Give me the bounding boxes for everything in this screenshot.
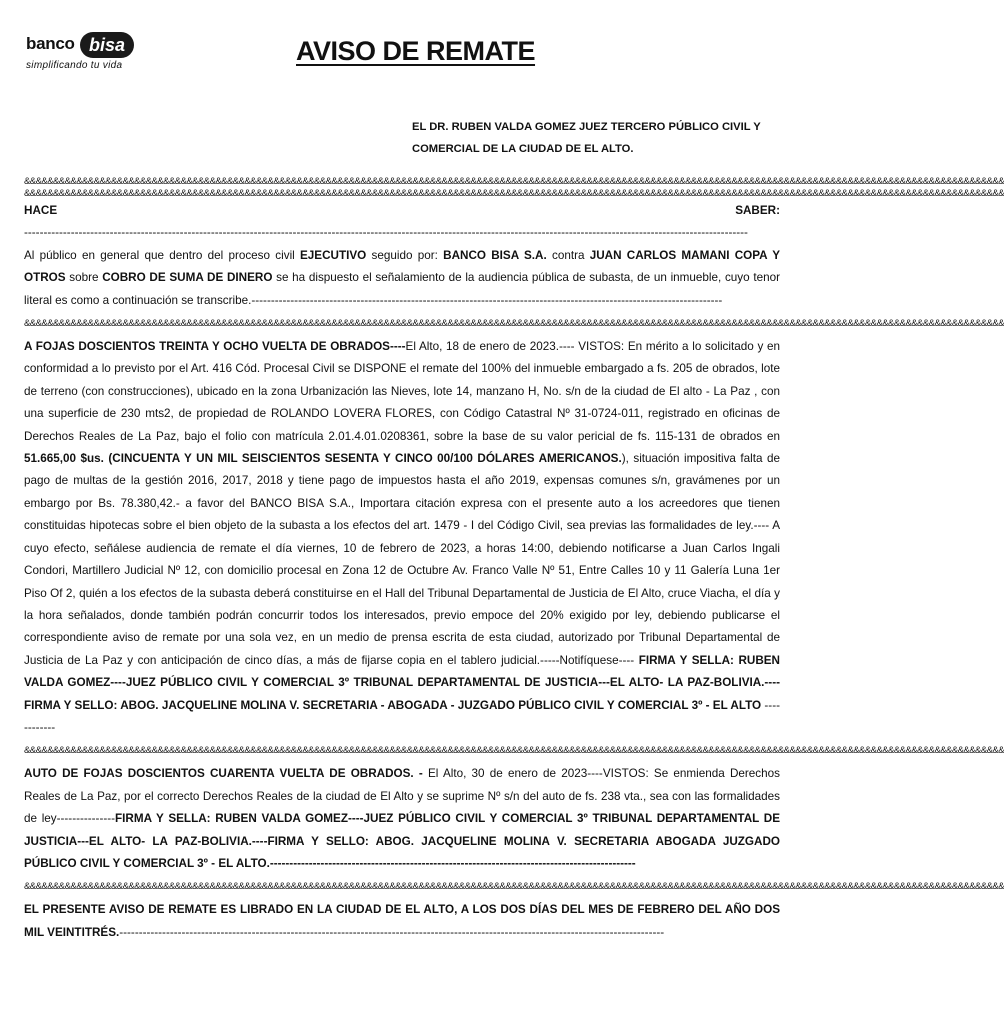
text-run: contra: [546, 248, 590, 262]
bold-run: JUAN CARLOS MAMANI COPA Y OTROS: [24, 248, 780, 285]
hace-saber-label: HACE SABER:: [24, 204, 780, 217]
logo-mark: bisa: [80, 32, 134, 58]
text-run: --------------------------------------------------------------------------------------------------------------------------------------------: [119, 925, 665, 939]
hace-saber-paragraph: [24, 200, 780, 245]
text-run: se ha dispuesto el señalamiento de la audiencia pública de subasta, de un inmueble, cuyo tenor literal es como a continuación se transcribe.-------------------------------------------------------------------------------------------------------------------------: [24, 271, 780, 307]
text-run: ------------: [24, 698, 780, 734]
text-run: sobre: [65, 271, 103, 285]
bold-run: A FOJAS DOSCIENTOS TREINTA Y OCHO VUELTA DE OBRADOS----: [24, 340, 406, 354]
separator-line: &&&&&&&&&&&&&&&&&&&&&&&&&&&&&&&&&&&&&&&&&&&&&&&&&&&&&&&&&&&&&&&&&&&&&&&&&&&&&&&&&&&&&&&&&&&&&&&&&&&&&&&&&&&&&&&&&&&&&&&&&&&&&&&&&&&&&&&&&&&&&&&&&&&&&&&&&&&&&&&&&&&&&&&&&: [24, 176, 1004, 187]
bold-run: 51.665,00 $us. (CINCUENTA Y UN MIL SEISCIENTOS SESENTA Y CINCO 00/100 DÓLARES AMERICANOS.: [24, 452, 622, 466]
text-run: ), situación impositiva falta de pago de multas de la gestión 2016, 2017, 2018 y tiene pago de impuestos hasta el año 2019, expensas comunes s/n, gravámenes por un embargo por Bs. 78.380,42.- a favor del BANCO BISA S.A., Importara citación expresa con el presente auto a los acreedores que tienen constituidas hipotecas sobre el bien objeto de la subasta a los efectos del art. 1479 - I del Código Civil, sea previas las formalidades de ley.---- A cuyo efecto, señálese audiencia de remate el día viernes, 10 de febrero de 2023, a horas 14:00, debiendo notificarse a Juan Carlos Ingali Condori, Martillero Judicial Nº 12, con domicilio procesal en Zona 12 de Octubre Av. Franco Valle Nº 51, Entre Calles 10 y 11 Galería Luna 1er Piso Of 2, quién a los efectos de la subasta deberá constituirse en el Hall del Tribunal Departamental de Justicia de El Alto, cruce Viacha, el día y la hora señalados, donde también podrán concurrir todos los interesados, previo empoce del 20% exigido por ley, debiendo publicarse el correspondiente aviso de remate por una sola vez, en un medio de prensa escrita de esta ciudad, autorizado por Tribunal Departamental de Justicia de La Paz y con anticipación de cinco días, a más de fijarse copia en el tablero judicial.-----Notifíquese----: [24, 452, 780, 667]
bold-run: EJECUTIVO: [300, 248, 367, 262]
court-heading: EL DR. RUBEN VALDA GOMEZ JUEZ TERCERO PÚBLICO CIVIL Y COMERCIAL DE LA CIUDAD DE EL ALTO.: [412, 121, 761, 155]
separator-line: &&&&&&&&&&&&&&&&&&&&&&&&&&&&&&&&&&&&&&&&&&&&&&&&&&&&&&&&&&&&&&&&&&&&&&&&&&&&&&&&&&&&&&&&&&&&&&&&&&&&&&&&&&&&&&&&&&&&&&&&&&&&&&&&&&&&&&&&&&&&&&&&&&&&&&&&&&&&&&&&&&&&&&&&&: [24, 881, 1004, 893]
text-run: El Alto, 30 de enero de 2023----VISTOS: Se enmienda Derechos Reales de La Paz, por el correcto Derechos Reales de la ciudad de El Alto y se suprime Nº s/n del auto de fs. 238 vta., sea con las formalidades de ley---------------: [24, 767, 780, 826]
bold-run: EL PRESENTE AVISO DE REMATE ES LIBRADO EN LA CIUDAD DE EL ALTO, A LOS DOS DÍAS DEL MES DE FEBRERO DEL AÑO DOS MIL VEINTITRÉS.: [24, 903, 780, 939]
bold-run: AUTO DE FOJAS DOSCIENTOS CUARENTA VUELTA DE OBRADOS. -: [24, 767, 423, 781]
intro-paragraph: [24, 245, 780, 312]
auto-240-paragraph: [24, 763, 780, 875]
bold-run: FIRMA Y SELLA: RUBEN VALDA GOMEZ----JUEZ PÚBLICO CIVIL Y COMERCIAL 3º TRIBUNAL DEPARTAMENTAL DE JUSTICIA---EL ALTO- LA PAZ-BOLIVIA.----FIRMA Y SELLO: ABOG. JACQUELINE MOLINA V. SECRETARIA ABOGADA JUZGADO PÚBLICO CIVIL Y COMERCIAL 3º - EL ALTO.----------------------------------------------------------------------------------------------: [24, 812, 780, 870]
banco-bisa-logo: [24, 30, 144, 80]
separator-line: &&&&&&&&&&&&&&&&&&&&&&&&&&&&&&&&&&&&&&&&&&&&&&&&&&&&&&&&&&&&&&&&&&&&&&&&&&&&&&&&&&&&&&&&&&&&&&&&&&&&&&&&&&&&&&&&&&&&&&&&&&&&&&&&&&&&&&&&&&&&&&&&&&&&&&&&&&&&&&&&&&&&&&&&&: [24, 188, 1004, 199]
logo-tagline: simplificando tu vida: [26, 60, 123, 71]
bold-run: BANCO BISA S.A.: [443, 248, 547, 262]
separator-line: &&&&&&&&&&&&&&&&&&&&&&&&&&&&&&&&&&&&&&&&&&&&&&&&&&&&&&&&&&&&&&&&&&&&&&&&&&&&&&&&&&&&&&&&&&&&&&&&&&&&&&&&&&&&&&&&&&&&&&&&&&&&&&&&&&&&&&&&&&&&&&&&&&&&&&&&&&&&&&&&&&&&&&&&&: [24, 745, 1004, 757]
dash-fill: ------------------------------------------------------------------------------------------------------------------------------------------------------------------------------------------: [24, 226, 748, 240]
text-run: seguido por:: [366, 248, 444, 262]
notice-body: [24, 176, 1004, 944]
separator-line: &&&&&&&&&&&&&&&&&&&&&&&&&&&&&&&&&&&&&&&&&&&&&&&&&&&&&&&&&&&&&&&&&&&&&&&&&&&&&&&&&&&&&&&&&&&&&&&&&&&&&&&&&&&&&&&&&&&&&&&&&&&&&&&&&&&&&&&&&&&&&&&&&&&&&&&&&&&&&&&&&&&&&&&&&: [24, 318, 1004, 330]
page-title: AVISO DE REMATE: [296, 36, 536, 66]
bold-run: FIRMA Y SELLA: RUBEN VALDA GOMEZ----JUEZ PÚBLICO CIVIL Y COMERCIAL 3º TRIBUNAL DEPARTAMENTAL DE JUSTICIA---EL ALTO- LA PAZ-BOLIVIA.----FIRMA Y SELLO: ABOG. JACQUELINE MOLINA V. SECRETARIA - ABOGADA - JUZGADO PÚBLICO CIVIL Y COMERCIAL 3º - EL ALTO: [24, 653, 781, 712]
bold-run: COBRO DE SUMA DE DINERO: [102, 271, 273, 285]
closing-paragraph: [24, 899, 780, 944]
text-run: Al público en general que dentro del proceso civil: [24, 248, 301, 262]
text-run: El Alto, 18 de enero de 2023.---- VISTOS: En mérito a lo solicitado y en conformidad a lo previsto por el Art. 416 Cód. Procesal Civil se DISPONE el remate del 100% del inmueble embargado a fs. 205 de obrados, lote de terreno (con construcciones), ubicado en la zona Urbanización las Nieves, lote 14, manzano H, No. s/n de la ciudad de El alto - La Paz , con una superficie de 230 mts2, de propiedad de ROLANDO LOVERA FLORES, con Código Catastral Nº 31-0724-011, registrado en oficinas de Derechos Reales de La Paz, bajo el folio con matrícula 2.01.4.01.0208361, sobre la base de su valor pericial de fs. 115-131 de obrados en: [24, 340, 780, 443]
auto-238-paragraph: [24, 336, 780, 739]
logo-word: banco: [26, 34, 75, 53]
